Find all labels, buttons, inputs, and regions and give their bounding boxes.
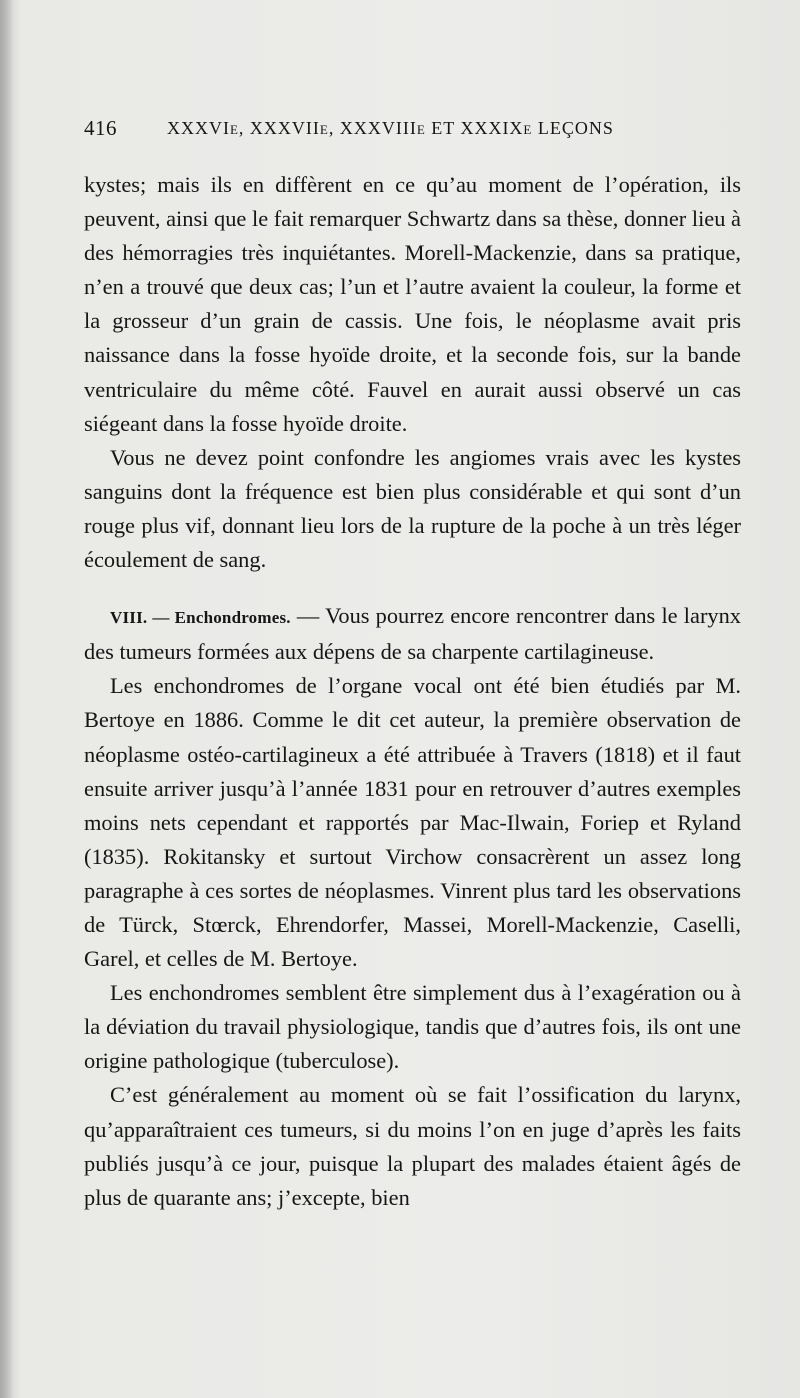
section-paragraph [84, 599, 741, 669]
page-binding-shadow [0, 0, 14, 1398]
paragraph-4: Les enchondromes de l’organe vocal ont été bien étudiés par M. Bertoye en 1886. Comme le dit cet auteur, la première observation de néoplasme ostéo-cartilagineux a été attribuée à Travers (1818) et il faut ensuite arriver jusqu’à l’année 1831 pour en retrouver d’autres exemples moins nets cependant et rapportés par Mac-Ilwain, Foriep et Ryland (1835). Rokitansky et surtout Virchow consacrèrent un assez long paragraphe à ces sortes de néoplasmes. Vinrent plus tard les observations de Türck, Stœrck, Ehrendorfer, Massei, Morell-Mackenzie, Caselli, Garel, et celles de M. Bertoye. [84, 673, 741, 972]
paragraph-1: kystes; mais ils en diffèrent en ce qu’au moment de l’opération, ils peuvent, ainsi que le fait remarquer Schwartz dans sa thèse, donner lieu à des hémorragies très inquiétantes. Morell-Mackenzie, dans sa pratique, n’en a trouvé que deux cas; l’un et l’autre avaient la couleur, la forme et la grosseur d’un grain de cassis. Une fois, le néoplasme avait pris naissance dans la fosse hyoïde droite, et la seconde fois, sur la bande ventriculaire du même côté. Fauvel en aurait aussi observé un cas siégeant dans la fosse hyoïde droite. [84, 172, 741, 436]
section-heading: VIII. — Enchondromes. [110, 608, 291, 628]
paragraph-5: Les enchondromes semblent être simplement dus à l’exagération ou à la déviation du travail physiologique, tandis que d’autres fois, ils ont une origine pathologique (tuberculose). [84, 980, 741, 1074]
paragraph-2: Vous ne devez point confondre les angiomes vrais avec les kystes sanguins dont la fréquence est bien plus considérable et qui sont d’un rouge plus vif, donnant lieu lors de la rupture de la poche à un très léger écoulement de sang. [84, 444, 741, 573]
page-body [84, 168, 741, 1215]
page-number: 416 [84, 116, 117, 140]
running-head [84, 116, 744, 144]
running-title: XXXVIe, XXXVIIe, XXXVIIIe ET XXXIXe LEÇONS [167, 118, 614, 138]
section-text: — Vous pourrez encore rencontrer dans le larynx des tumeurs formées aux dépens de sa charpente cartilagineuse. [84, 603, 741, 665]
paragraph-6: C’est généralement au moment où se fait l’ossification du larynx, qu’apparaîtraient ces tumeurs, si du moins l’on en juge d’après les faits publiés jusqu’à ce jour, puisque la plupart des malades étaient âgés de plus de quarante ans; j’excepte, bien [84, 1082, 741, 1210]
